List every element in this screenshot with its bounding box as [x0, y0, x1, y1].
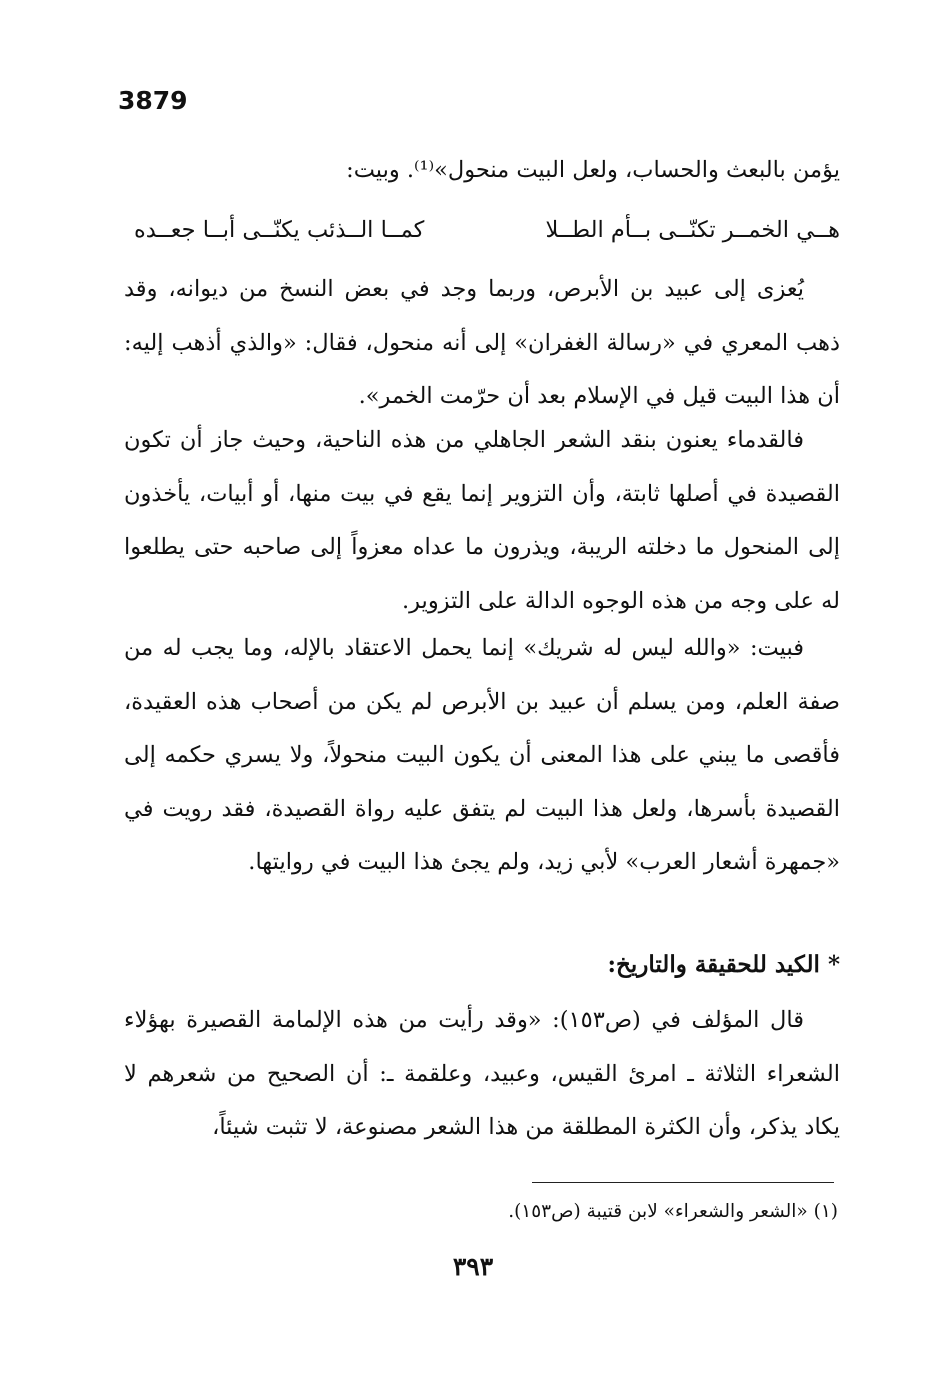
poetry-verse: [124, 203, 840, 257]
verse-second-hemistich: كمــا الــذئب يكنّــى أبــا جعــده: [134, 217, 425, 243]
paragraph-text: يؤمن بالبعث والحساب، ولعل البيت منحول»⁽¹⁾. وبيت:: [346, 157, 840, 183]
body-paragraph-4: [124, 622, 840, 890]
paragraph-text: يُعزى إلى عبيد بن الأبرص، وربما وجد في بعض النسخ من ديوانه، وقد ذهب المعري في «رسالة الغفران» إلى أنه منحول، فقال: «والذي أذهب إليه: أن هذا البيت قيل في الإسلام بعد أن حرّمت الخمر».: [124, 276, 840, 409]
verse-first-hemistich: هــي الخمــر تكنّــى بــأم الطــلا: [545, 217, 840, 243]
page-id: 3879: [118, 86, 188, 115]
body-paragraph-3: [124, 414, 840, 628]
body-paragraph-1: [124, 144, 840, 198]
footnote: (١) «الشعر والشعراء» لابن قتيبة (ص١٥٣).: [508, 1201, 838, 1222]
body-paragraph-2: [124, 263, 840, 424]
section-heading: * الكيد للحقيقة والتاريخ:: [607, 951, 840, 978]
paragraph-text: قال المؤلف في (ص١٥٣): «وقد رأيت من هذه الإلمامة القصيرة بهؤلاء الشعراء الثلاثة ـ امرئ القيس، وعبيد، وعلقمة ـ: أن الصحيح من شعرهم لا يكاد يذكر، وأن الكثرة المطلقة من هذا الشعر مصنوعة، لا تثبت شيئاً،: [124, 1007, 840, 1140]
page-number: ٣٩٣: [452, 1252, 494, 1281]
paragraph-text: فبيت: «والله ليس له شريك» إنما يحمل الاعتقاد بالإله، وما يجب له من صفة العلم، ومن يسلم أن عبيد بن الأبرص لم يكن من أصحاب هذه العقيدة، فأقصى ما يبني على هذا المعنى أن يكون البيت منحولاً، ولا يسري حكمه إلى القصيدة بأسرها، ولعل هذا البيت لم يتفق عليه رواة القصيدة، فقد رويت في «جمهرة أشعار العرب» لأبي زيد، ولم يجئ هذا البيت في روايتها.: [124, 635, 840, 875]
footnote-divider: [532, 1182, 834, 1183]
body-paragraph-5: [124, 994, 840, 1155]
paragraph-text: فالقدماء يعنون بنقد الشعر الجاهلي من هذه الناحية، وحيث جاز أن تكون القصيدة في أصلها ثابتة، وأن التزوير إنما يقع في بيت منها، أو أبيات، يأخذون إلى المنحول ما دخلته الريبة، ويذرون ما عداه معزواً إلى صاحبه حتى يطلعوا له على وجه من هذه الوجوه الدالة على التزوير.: [124, 427, 840, 614]
